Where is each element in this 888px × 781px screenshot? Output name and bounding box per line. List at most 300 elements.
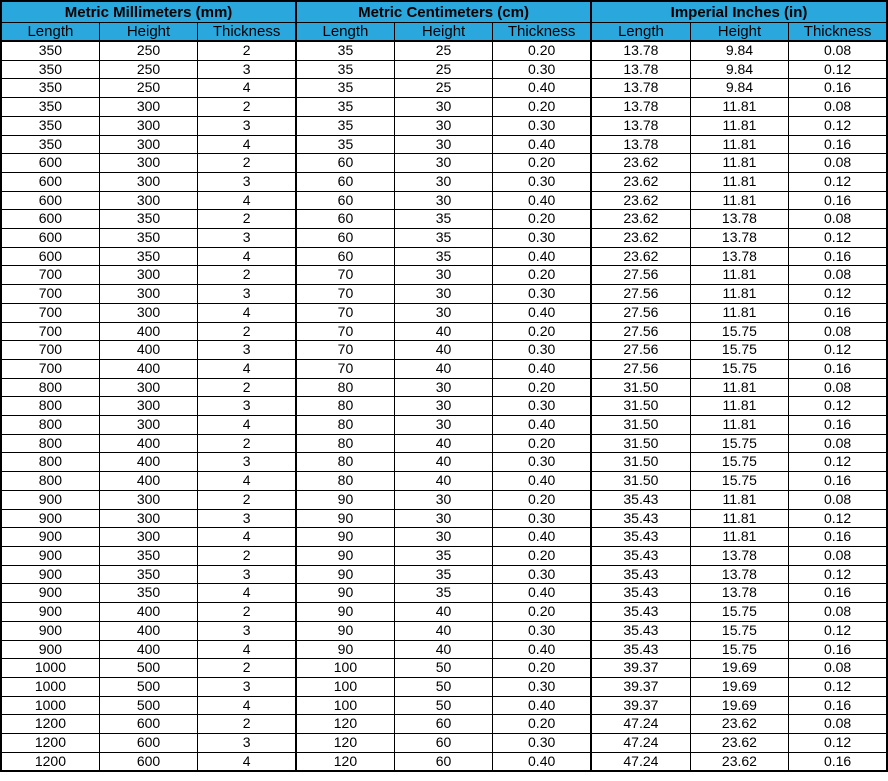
- table-cell: 0.20: [493, 490, 591, 509]
- table-cell: 13.78: [591, 98, 690, 117]
- table-cell: 30: [394, 509, 492, 528]
- table-cell: 500: [99, 696, 197, 715]
- column-header-mm-height: Height: [99, 23, 197, 42]
- table-cell: 13.78: [591, 60, 690, 79]
- table-cell: 11.81: [690, 191, 788, 210]
- table-cell: 60: [296, 191, 394, 210]
- table-cell: 1200: [1, 752, 99, 771]
- table-cell: 47.24: [591, 752, 690, 771]
- table-cell: 35.43: [591, 603, 690, 622]
- table-cell: 35: [394, 247, 492, 266]
- table-cell: 0.12: [789, 677, 887, 696]
- table-cell: 0.30: [493, 621, 591, 640]
- table-cell: 100: [296, 677, 394, 696]
- table-cell: 0.12: [789, 734, 887, 753]
- table-cell: 300: [99, 172, 197, 191]
- table-cell: 35: [296, 116, 394, 135]
- table-cell: 35: [394, 584, 492, 603]
- table-cell: 27.56: [591, 266, 690, 285]
- table-cell: 0.08: [789, 603, 887, 622]
- table-row: [1, 416, 887, 435]
- table-cell: 250: [99, 79, 197, 98]
- table-cell: 0.12: [789, 397, 887, 416]
- table-cell: 120: [296, 752, 394, 771]
- table-cell: 23.62: [690, 734, 788, 753]
- table-cell: 0.12: [789, 565, 887, 584]
- table-cell: 0.16: [789, 584, 887, 603]
- table-cell: 0.12: [789, 116, 887, 135]
- table-cell: 80: [296, 397, 394, 416]
- table-cell: 0.20: [493, 41, 591, 60]
- table-row: [1, 509, 887, 528]
- table-cell: 30: [394, 303, 492, 322]
- table-cell: 90: [296, 490, 394, 509]
- table-cell: 3: [198, 509, 296, 528]
- table-cell: 15.75: [690, 341, 788, 360]
- table-cell: 600: [99, 715, 197, 734]
- table-cell: 0.08: [789, 378, 887, 397]
- table-cell: 2: [198, 154, 296, 173]
- table-cell: 13.78: [591, 41, 690, 60]
- table-cell: 50: [394, 677, 492, 696]
- table-cell: 2: [198, 41, 296, 60]
- table-cell: 4: [198, 752, 296, 771]
- table-cell: 0.40: [493, 247, 591, 266]
- table-cell: 25: [394, 41, 492, 60]
- table-cell: 39.37: [591, 659, 690, 678]
- table-cell: 23.62: [690, 752, 788, 771]
- table-cell: 27.56: [591, 341, 690, 360]
- table-cell: 4: [198, 359, 296, 378]
- table-cell: 35.43: [591, 640, 690, 659]
- table-cell: 0.12: [789, 621, 887, 640]
- table-cell: 9.84: [690, 79, 788, 98]
- table-cell: 0.20: [493, 378, 591, 397]
- table-cell: 80: [296, 416, 394, 435]
- table-cell: 23.62: [690, 715, 788, 734]
- table-cell: 0.12: [789, 229, 887, 248]
- table-cell: 35.43: [591, 490, 690, 509]
- table-row: [1, 584, 887, 603]
- table-cell: 0.30: [493, 509, 591, 528]
- table-cell: 0.30: [493, 565, 591, 584]
- table-cell: 0.40: [493, 528, 591, 547]
- table-cell: 35: [394, 210, 492, 229]
- table-cell: 600: [1, 210, 99, 229]
- table-cell: 60: [296, 210, 394, 229]
- table-row: [1, 565, 887, 584]
- table-cell: 4: [198, 191, 296, 210]
- table-cell: 70: [296, 359, 394, 378]
- table-cell: 11.81: [690, 172, 788, 191]
- table-cell: 11.81: [690, 285, 788, 304]
- table-cell: 120: [296, 715, 394, 734]
- table-cell: 350: [1, 60, 99, 79]
- table-cell: 0.30: [493, 116, 591, 135]
- table-cell: 50: [394, 659, 492, 678]
- table-cell: 90: [296, 603, 394, 622]
- table-cell: 60: [394, 715, 492, 734]
- table-cell: 15.75: [690, 603, 788, 622]
- table-cell: 30: [394, 135, 492, 154]
- table-cell: 0.08: [789, 490, 887, 509]
- table-cell: 70: [296, 285, 394, 304]
- table-cell: 700: [1, 303, 99, 322]
- table-cell: 80: [296, 434, 394, 453]
- section-title-in: Imperial Inches (in): [591, 1, 887, 23]
- table-cell: 2: [198, 98, 296, 117]
- table-cell: 600: [1, 154, 99, 173]
- table-cell: 4: [198, 247, 296, 266]
- table-body: [1, 41, 887, 771]
- table-cell: 90: [296, 640, 394, 659]
- table-row: [1, 546, 887, 565]
- column-header-mm-length: Length: [1, 23, 99, 42]
- table-cell: 300: [99, 98, 197, 117]
- table-cell: 27.56: [591, 359, 690, 378]
- table-cell: 0.20: [493, 210, 591, 229]
- table-cell: 0.20: [493, 266, 591, 285]
- table-cell: 35.43: [591, 528, 690, 547]
- table-cell: 35.43: [591, 565, 690, 584]
- table-cell: 1000: [1, 696, 99, 715]
- table-cell: 3: [198, 60, 296, 79]
- table-cell: 900: [1, 546, 99, 565]
- table-cell: 2: [198, 659, 296, 678]
- table-cell: 0.40: [493, 696, 591, 715]
- table-cell: 800: [1, 397, 99, 416]
- table-cell: 0.16: [789, 191, 887, 210]
- table-cell: 30: [394, 98, 492, 117]
- table-row: [1, 659, 887, 678]
- table-cell: 0.12: [789, 341, 887, 360]
- section-title-row: [1, 1, 887, 23]
- table-cell: 15.75: [690, 434, 788, 453]
- table-cell: 900: [1, 640, 99, 659]
- table-cell: 70: [296, 303, 394, 322]
- table-cell: 47.24: [591, 715, 690, 734]
- table-cell: 60: [296, 229, 394, 248]
- table-cell: 80: [296, 378, 394, 397]
- table-cell: 3: [198, 734, 296, 753]
- table-cell: 3: [198, 172, 296, 191]
- table-cell: 700: [1, 341, 99, 360]
- table-cell: 35: [296, 135, 394, 154]
- table-cell: 0.30: [493, 734, 591, 753]
- table-cell: 35: [296, 98, 394, 117]
- table-cell: 80: [296, 472, 394, 491]
- table-cell: 90: [296, 528, 394, 547]
- table-cell: 400: [99, 359, 197, 378]
- table-cell: 0.20: [493, 715, 591, 734]
- table-cell: 31.50: [591, 453, 690, 472]
- table-row: [1, 490, 887, 509]
- table-cell: 500: [99, 659, 197, 678]
- table-cell: 90: [296, 546, 394, 565]
- table-cell: 13.78: [690, 210, 788, 229]
- table-cell: 4: [198, 640, 296, 659]
- table-cell: 900: [1, 621, 99, 640]
- table-cell: 0.16: [789, 640, 887, 659]
- table-cell: 30: [394, 528, 492, 547]
- table-cell: 23.62: [591, 191, 690, 210]
- table-cell: 300: [99, 135, 197, 154]
- table-cell: 2: [198, 266, 296, 285]
- table-cell: 3: [198, 565, 296, 584]
- table-row: [1, 191, 887, 210]
- table-cell: 600: [1, 172, 99, 191]
- table-cell: 40: [394, 453, 492, 472]
- table-row: [1, 135, 887, 154]
- table-cell: 11.81: [690, 303, 788, 322]
- table-row: [1, 472, 887, 491]
- table-cell: 31.50: [591, 472, 690, 491]
- table-cell: 4: [198, 135, 296, 154]
- table-cell: 900: [1, 509, 99, 528]
- table-row: [1, 621, 887, 640]
- table-cell: 15.75: [690, 621, 788, 640]
- table-cell: 4: [198, 79, 296, 98]
- column-header-cm-length: Length: [296, 23, 394, 42]
- table-cell: 3: [198, 341, 296, 360]
- table-cell: 0.08: [789, 41, 887, 60]
- column-header-cm-height: Height: [394, 23, 492, 42]
- table-row: [1, 322, 887, 341]
- table-cell: 0.08: [789, 715, 887, 734]
- table-cell: 11.81: [690, 528, 788, 547]
- table-cell: 400: [99, 472, 197, 491]
- table-cell: 11.81: [690, 509, 788, 528]
- table-cell: 27.56: [591, 285, 690, 304]
- table-cell: 13.78: [591, 116, 690, 135]
- table-cell: 4: [198, 584, 296, 603]
- table-cell: 0.08: [789, 154, 887, 173]
- table-cell: 0.16: [789, 303, 887, 322]
- table-cell: 300: [99, 285, 197, 304]
- table-cell: 70: [296, 322, 394, 341]
- table-cell: 3: [198, 677, 296, 696]
- table-cell: 35.43: [591, 509, 690, 528]
- table-row: [1, 303, 887, 322]
- table-row: [1, 285, 887, 304]
- table-cell: 0.40: [493, 191, 591, 210]
- table-cell: 0.20: [493, 603, 591, 622]
- table-cell: 30: [394, 285, 492, 304]
- table-cell: 39.37: [591, 696, 690, 715]
- table-cell: 0.20: [493, 546, 591, 565]
- table-cell: 30: [394, 397, 492, 416]
- table-row: [1, 359, 887, 378]
- table-cell: 60: [296, 154, 394, 173]
- table-cell: 300: [99, 378, 197, 397]
- table-row: [1, 266, 887, 285]
- table-cell: 800: [1, 378, 99, 397]
- table-cell: 13.78: [690, 584, 788, 603]
- table-cell: 1200: [1, 734, 99, 753]
- table-cell: 0.12: [789, 285, 887, 304]
- table-cell: 250: [99, 60, 197, 79]
- table-cell: 800: [1, 472, 99, 491]
- section-title-cm: Metric Centimeters (cm): [296, 1, 591, 23]
- table-cell: 300: [99, 116, 197, 135]
- table-cell: 90: [296, 621, 394, 640]
- table-row: [1, 79, 887, 98]
- table-cell: 0.08: [789, 659, 887, 678]
- table-cell: 0.40: [493, 359, 591, 378]
- table-cell: 0.30: [493, 677, 591, 696]
- table-cell: 700: [1, 359, 99, 378]
- column-header-cm-thickness: Thickness: [493, 23, 591, 42]
- table-cell: 35: [394, 546, 492, 565]
- table-row: [1, 98, 887, 117]
- table-row: [1, 41, 887, 60]
- table-cell: 30: [394, 266, 492, 285]
- table-cell: 50: [394, 696, 492, 715]
- table-cell: 23.62: [591, 229, 690, 248]
- table-cell: 35: [394, 229, 492, 248]
- table-cell: 0.16: [789, 359, 887, 378]
- table-cell: 23.62: [591, 154, 690, 173]
- table-cell: 700: [1, 266, 99, 285]
- table-cell: 350: [1, 79, 99, 98]
- table-cell: 35.43: [591, 584, 690, 603]
- table-cell: 500: [99, 677, 197, 696]
- table-cell: 2: [198, 322, 296, 341]
- table-cell: 0.20: [493, 659, 591, 678]
- table-cell: 400: [99, 453, 197, 472]
- table-cell: 11.81: [690, 397, 788, 416]
- table-cell: 350: [1, 41, 99, 60]
- table-cell: 0.08: [789, 266, 887, 285]
- table-cell: 400: [99, 322, 197, 341]
- table-cell: 15.75: [690, 472, 788, 491]
- table-cell: 400: [99, 621, 197, 640]
- table-cell: 0.30: [493, 60, 591, 79]
- table-cell: 0.12: [789, 453, 887, 472]
- table-cell: 60: [394, 752, 492, 771]
- table-cell: 40: [394, 322, 492, 341]
- table-cell: 27.56: [591, 322, 690, 341]
- table-cell: 11.81: [690, 135, 788, 154]
- table-cell: 40: [394, 434, 492, 453]
- table-cell: 400: [99, 603, 197, 622]
- table-cell: 35: [296, 79, 394, 98]
- table-cell: 300: [99, 416, 197, 435]
- table-cell: 23.62: [591, 210, 690, 229]
- table-cell: 19.69: [690, 696, 788, 715]
- table-cell: 60: [296, 172, 394, 191]
- table-cell: 90: [296, 509, 394, 528]
- table-row: [1, 378, 887, 397]
- table-cell: 0.16: [789, 528, 887, 547]
- table-cell: 35: [394, 565, 492, 584]
- table-cell: 35: [296, 41, 394, 60]
- table-cell: 30: [394, 172, 492, 191]
- table-cell: 300: [99, 266, 197, 285]
- column-header-in-length: Length: [591, 23, 690, 42]
- table-cell: 900: [1, 603, 99, 622]
- table-cell: 0.20: [493, 434, 591, 453]
- table-cell: 13.78: [690, 229, 788, 248]
- table-cell: 2: [198, 378, 296, 397]
- table-cell: 2: [198, 490, 296, 509]
- table-cell: 15.75: [690, 640, 788, 659]
- table-cell: 0.16: [789, 472, 887, 491]
- table-cell: 0.40: [493, 584, 591, 603]
- table-row: [1, 247, 887, 266]
- table-cell: 0.12: [789, 509, 887, 528]
- table-cell: 11.81: [690, 266, 788, 285]
- table-cell: 13.78: [591, 79, 690, 98]
- table-cell: 1000: [1, 659, 99, 678]
- column-header-row: [1, 23, 887, 42]
- table-cell: 11.81: [690, 378, 788, 397]
- table-cell: 600: [99, 734, 197, 753]
- table-cell: 4: [198, 303, 296, 322]
- column-header-mm-thickness: Thickness: [198, 23, 296, 42]
- table-cell: 15.75: [690, 453, 788, 472]
- table-cell: 30: [394, 490, 492, 509]
- table-cell: 3: [198, 621, 296, 640]
- table-cell: 0.08: [789, 546, 887, 565]
- table-cell: 70: [296, 266, 394, 285]
- table-cell: 0.40: [493, 303, 591, 322]
- table-cell: 350: [1, 116, 99, 135]
- table-cell: 13.78: [690, 546, 788, 565]
- table-row: [1, 677, 887, 696]
- table-cell: 11.81: [690, 98, 788, 117]
- table-cell: 27.56: [591, 303, 690, 322]
- table-cell: 0.12: [789, 172, 887, 191]
- table-cell: 900: [1, 565, 99, 584]
- table-row: [1, 752, 887, 771]
- table-cell: 300: [99, 191, 197, 210]
- table-cell: 31.50: [591, 416, 690, 435]
- table-cell: 25: [394, 60, 492, 79]
- table-cell: 3: [198, 229, 296, 248]
- table-cell: 60: [394, 734, 492, 753]
- table-cell: 2: [198, 715, 296, 734]
- table-cell: 2: [198, 434, 296, 453]
- table-cell: 0.16: [789, 247, 887, 266]
- table-cell: 0.40: [493, 135, 591, 154]
- table-cell: 0.08: [789, 322, 887, 341]
- table-cell: 11.81: [690, 490, 788, 509]
- table-cell: 300: [99, 397, 197, 416]
- table-cell: 30: [394, 191, 492, 210]
- table-row: [1, 172, 887, 191]
- table-row: [1, 397, 887, 416]
- table-cell: 900: [1, 490, 99, 509]
- table-cell: 40: [394, 341, 492, 360]
- table-cell: 0.20: [493, 322, 591, 341]
- table-cell: 40: [394, 621, 492, 640]
- table-cell: 0.16: [789, 696, 887, 715]
- table-cell: 4: [198, 696, 296, 715]
- table-cell: 19.69: [690, 677, 788, 696]
- table-cell: 350: [99, 210, 197, 229]
- table-cell: 4: [198, 472, 296, 491]
- table-cell: 0.40: [493, 752, 591, 771]
- table-cell: 350: [99, 565, 197, 584]
- table-cell: 100: [296, 659, 394, 678]
- table-cell: 3: [198, 453, 296, 472]
- table-cell: 350: [99, 229, 197, 248]
- table-cell: 80: [296, 453, 394, 472]
- table-cell: 1200: [1, 715, 99, 734]
- table-cell: 120: [296, 734, 394, 753]
- table-row: [1, 528, 887, 547]
